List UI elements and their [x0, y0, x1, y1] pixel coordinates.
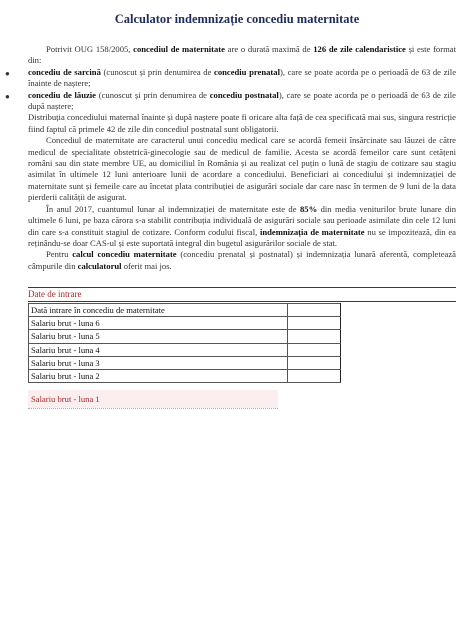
intro-paragraph-1 [28, 44, 456, 67]
bullet-icon: ● [5, 68, 10, 78]
table-row [29, 356, 341, 369]
salary-month-2-label: Salariu brut - luna 2 [29, 369, 288, 382]
text-bold: concediu de lăuzie [28, 89, 96, 100]
text-run: și este format din: [28, 44, 456, 66]
salary-month-4-label: Salariu brut - luna 4 [29, 343, 288, 356]
intro-paragraph-5 [28, 249, 456, 272]
text-run: (cunoscut și prin denumirea de [100, 66, 214, 77]
salary-month-6-input[interactable] [288, 317, 340, 329]
intro-text [5, 44, 457, 272]
maternity-start-date-label: Dată intrare în concediu de maternitate [29, 304, 288, 317]
text-run: ), care se poate acorda pe o perioadă de 63 de zile înainte de naștere; [28, 66, 457, 89]
text-bold: concediu postnatal [209, 89, 279, 100]
salary-month-6-label: Salariu brut - luna 6 [29, 317, 288, 330]
section-divider [28, 408, 278, 409]
intro-paragraph-2: Distribuția concediului maternal înainte și după naștere poate fi oricare alta față de cea specificată mai sus, singura restricție fiind faptul că primele 42 de zile din concediul postnatal sunt obligatorii. [28, 112, 456, 134]
text-run: Pentru [46, 249, 73, 260]
text-run: (concediu prenatal și postnatal) și indemnizația lunară aferentă, completează câmpurile din [28, 249, 456, 271]
text-bold: calcul concediu maternitate [72, 249, 177, 260]
text-run: din media veniturilor brute lunare din ultimele 6 luni, pe baza cărora s-a stabilit contribuția individuală de asigurări sociale sau perioade asimilate din cele 12 luni din care s-a constituit stagiul de cotizare. Conform codului fiscal, [28, 203, 456, 237]
salary-month-2-input[interactable] [288, 370, 340, 382]
intro-paragraph-4 [28, 204, 456, 250]
list-item [5, 66, 457, 90]
table-row [29, 343, 341, 356]
salary-month-4-cell [288, 343, 341, 356]
salary-month-3-cell [288, 356, 341, 369]
text-bold: concediu de sarcină [28, 66, 101, 77]
text-bold: 85% [299, 203, 318, 214]
leave-types-list [5, 66, 457, 113]
salary-month-3-input[interactable] [288, 357, 340, 369]
table-row [29, 330, 341, 343]
text-run: oferit mai jos. [121, 260, 172, 271]
table-row [29, 317, 341, 330]
salary-month-1-label: Salariu brut - luna 1 [28, 390, 278, 408]
input-form-table [28, 303, 341, 383]
text-bold: 126 de zile calendaristice [313, 44, 406, 54]
text-bold: calculatorul [77, 260, 122, 271]
text-run: nu se impozitează, din ea reținându-se doar CAS-ul și este suportată integral din bugetul asigurărilor sociale de stat. [28, 226, 456, 248]
intro-paragraph-3: Concediul de maternitate are caracterul unui concediu medical care se acordă femeii însărcinate sau lăuzei de către medicul de specialitate obstetrică-ginecologie sau de medicul de familie. Acesta se acordă femeilor care sunt cetățeni români sau din state membre UE, au domiciliul în România și au realizat cel puțin o lună de stagiu de cotizare sau stagiu asimilat în ultimele 12 luni anterioare lunii de acordare a concediului. Beneficiari ai concediului și indemnizației de maternitate sunt și femeile care au încetat plata contribuției de asigurări sociale dar care nasc în termen de 9 luni de la data pierderii calității de asigurat. [28, 135, 456, 203]
text-bold: indemnizația de maternitate [259, 226, 365, 237]
salary-month-6-cell [288, 317, 341, 330]
text-run: are o durată maximă de [224, 44, 314, 54]
text-run: ), care se poate acorda pe o perioadă de 63 de zile după naștere; [28, 89, 456, 112]
salary-month-5-cell [288, 330, 341, 343]
table-row [29, 369, 341, 382]
maternity-start-date-input[interactable] [288, 304, 340, 316]
text-run: (cunoscut și prin denumirea de [96, 89, 210, 100]
bullet-icon: ● [5, 91, 10, 101]
table-row [29, 304, 341, 317]
list-item [5, 89, 456, 113]
section-divider [28, 301, 456, 302]
text-bold: concediul de maternitate [133, 44, 225, 54]
page-title: Calculator indemnizație concediu maternitate [114, 12, 360, 26]
input-section-label: Date de intrare [28, 289, 82, 299]
salary-month-5-input[interactable] [288, 330, 340, 342]
salary-month-5-label: Salariu brut - luna 5 [29, 330, 288, 343]
salary-month-4-input[interactable] [288, 344, 340, 356]
text-run: În anul 2017, cuantumul lunar al indemnizației de maternitate este de [46, 203, 300, 214]
salary-month-3-label: Salariu brut - luna 3 [29, 356, 288, 369]
text-run: Potrivit OUG 158/2005, [46, 44, 134, 54]
salary-month-2-cell [288, 369, 341, 382]
text-bold: concediu prenatal [214, 66, 280, 77]
section-divider [28, 287, 456, 288]
maternity-start-date-cell [288, 304, 341, 317]
